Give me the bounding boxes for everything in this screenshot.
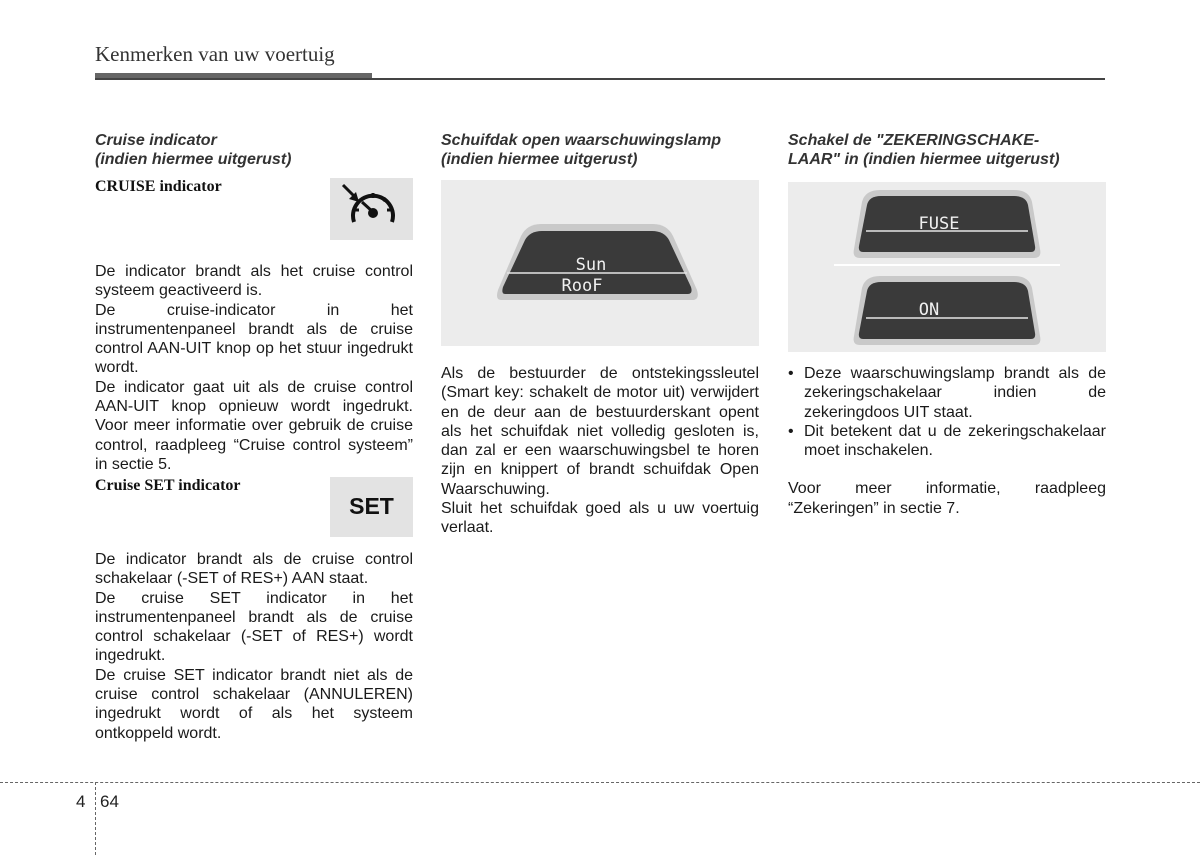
bullet-list: [788, 364, 1106, 460]
display-on-text: ON: [918, 300, 940, 320]
cruise-speedometer-icon: [330, 178, 413, 240]
section-title-line-2: (indien hiermee uitgerust): [441, 151, 638, 168]
paragraph: Als de bestuurder de ontstekingssleutel (Smart key: schakelt de motor uit) verwijdert en de deur aan de bestuurderskant opent als het schuifdak niet volledig gesloten is, dan zal er een waarschuwingsbel te horen zijn en knippert of brandt schuifdak Open Waarschuwing.: [441, 365, 759, 498]
chapter-number: 4: [76, 792, 86, 811]
paragraph: De cruise-indicator in het instrumentenpaneel brandt als de cruise control AAN-UIT knop op het stuur ingedrukt wordt.: [95, 301, 413, 377]
paragraph: De cruise SET indicator in het instrumentenpaneel brandt als de cruise control schakelaar (-SET of RES+) wordt ingedrukt.: [95, 589, 413, 665]
sunroof-text: [441, 364, 759, 538]
set-indicator-icon: SET: [349, 493, 394, 519]
fuse-switch-text: [788, 364, 1106, 518]
display-line-2: RooF: [561, 276, 603, 296]
list-item: • Deze waarschuwingslamp brandt als de zekeringschakelaar indien de zekeringdoos UIT staat.: [788, 364, 1106, 422]
fuse-display-graphic: [788, 182, 1106, 352]
display-fuse-text: FUSE: [918, 214, 960, 234]
section-title-fuse-switch: [788, 131, 1118, 169]
section-title-sunroof: [441, 131, 771, 169]
section-title-cruise: [95, 131, 415, 169]
cruise-icon-box: [330, 178, 413, 240]
section-title-line-1: Cruise indicator: [95, 132, 217, 149]
paragraph: Voor meer informatie, raadpleeg “Zekeringen” in sectie 7.: [788, 480, 1106, 517]
page-header-title: Kenmerken van uw voertuig: [95, 42, 335, 66]
cruise-set-text: [95, 550, 413, 743]
sunroof-display-image: [441, 180, 759, 346]
cruise-set-heading: Cruise SET indicator: [95, 477, 241, 494]
list-item: • Dit betekent dat u de zekeringschakelaar moet inschakelen.: [788, 422, 1106, 461]
footer-divider: [95, 782, 96, 855]
section-title-line-2: LAAR" in (indien hiermee uitgerust): [788, 151, 1060, 168]
set-icon-box: [330, 477, 413, 537]
section-title-line-2: (indien hiermee uitgerust): [95, 151, 292, 168]
page-number: 64: [100, 792, 119, 811]
header-rule: [95, 78, 1105, 80]
paragraph: Sluit het schuifdak goed als u uw voertuig verlaat.: [441, 500, 759, 537]
paragraph: De indicator gaat uit als de cruise control AAN-UIT knop opnieuw wordt ingedrukt. Voor meer informatie over gebruik de cruise control, raadpleeg “Cruise control systeem” in sectie 5.: [95, 378, 413, 473]
footer-rule: [0, 782, 1200, 783]
paragraph: De cruise SET indicator brandt niet als de cruise control schakelaar (ANNULEREN) ingedrukt wordt of als het systeem ontkoppeld wordt.: [95, 666, 413, 742]
section-title-line-1: Schakel de "ZEKERINGSCHAKE-: [788, 132, 1040, 149]
paragraph: De indicator brandt als het cruise control systeem geactiveerd is.: [95, 263, 413, 300]
cruise-indicator-text: [95, 262, 413, 474]
display-line-1: Sun: [575, 255, 607, 275]
fuse-display-image: [788, 182, 1106, 352]
sunroof-display-graphic: [441, 180, 759, 346]
cruise-indicator-heading: CRUISE indicator: [95, 178, 222, 195]
paragraph: De indicator brandt als de cruise control schakelaar (-SET of RES+) AAN staat.: [95, 551, 413, 588]
section-title-line-1: Schuifdak open waarschuwingslamp: [441, 132, 722, 149]
